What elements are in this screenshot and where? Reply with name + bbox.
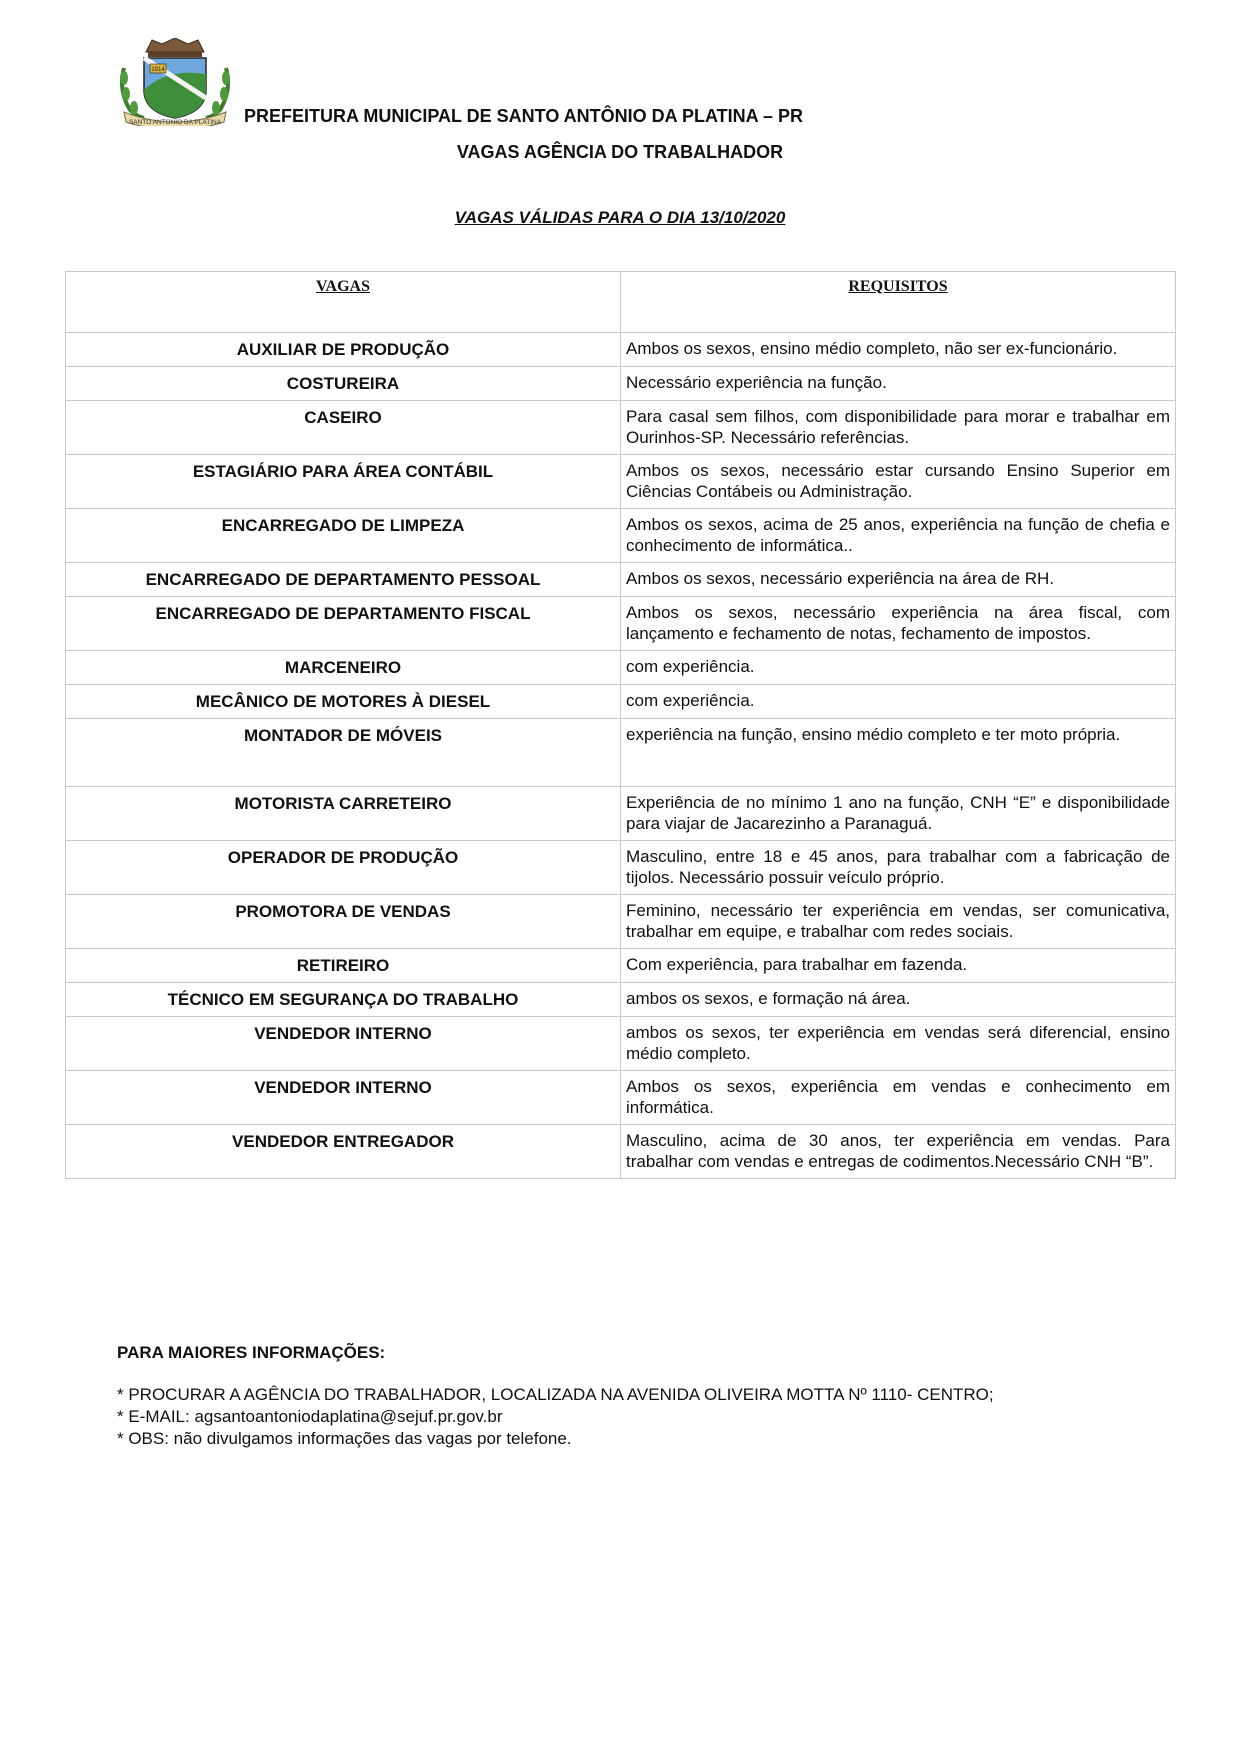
table-row <box>66 895 1176 949</box>
table-row <box>66 651 1176 685</box>
document-subtitle: VAGAS AGÊNCIA DO TRABALHADOR <box>456 142 784 162</box>
column-header-vagas: VAGAS <box>66 272 621 333</box>
more-info-heading: PARA MAIORES INFORMAÇÕES: <box>117 1343 386 1362</box>
more-info-list <box>117 1384 994 1450</box>
svg-text:1914: 1914 <box>151 67 165 73</box>
info-obs-line: * OBS: não divulgamos informações das vagas por telefone. <box>117 1429 572 1448</box>
job-requirements: Experiência de no mínimo 1 ano na função, CNH “E” e disponibilidade para viajar de Jacarezinho a Paranaguá. <box>621 787 1176 841</box>
job-title: OPERADOR DE PRODUÇÃO <box>66 841 621 895</box>
job-title: AUXILIAR DE PRODUÇÃO <box>66 333 621 367</box>
table-row <box>66 367 1176 401</box>
job-title: TÉCNICO EM SEGURANÇA DO TRABALHO <box>66 983 621 1017</box>
job-requirements: Necessário experiência na função. <box>621 367 1176 401</box>
job-title: MOTORISTA CARRETEIRO <box>66 787 621 841</box>
job-requirements: Ambos os sexos, necessário experiência na área fiscal, com lançamento e fechamento de notas, fechamento de impostos. <box>621 597 1176 651</box>
table-row <box>66 597 1176 651</box>
job-title: VENDEDOR INTERNO <box>66 1017 621 1071</box>
table-row <box>66 455 1176 509</box>
job-title: VENDEDOR ENTREGADOR <box>66 1125 621 1179</box>
table-header-row <box>66 272 1176 333</box>
job-title: MONTADOR DE MÓVEIS <box>66 719 621 787</box>
table-row <box>66 719 1176 787</box>
job-requirements: Ambos os sexos, ensino médio completo, não ser ex-funcionário. <box>621 333 1176 367</box>
validity-date-heading: VAGAS VÁLIDAS PARA O DIA 13/10/2020 <box>454 208 786 227</box>
job-title: PROMOTORA DE VENDAS <box>66 895 621 949</box>
table-row <box>66 1017 1176 1071</box>
table-row <box>66 333 1176 367</box>
info-email-line: * E-MAIL: agsantoantoniodaplatina@sejuf.pr.gov.br <box>117 1407 503 1426</box>
job-requirements: Ambos os sexos, necessário experiência na área de RH. <box>621 563 1176 597</box>
job-title: ENCARREGADO DE LIMPEZA <box>66 509 621 563</box>
job-title: VENDEDOR INTERNO <box>66 1071 621 1125</box>
job-requirements: Feminino, necessário ter experiência em vendas, ser comunicativa, trabalhar em equipe, e trabalhar com redes sociais. <box>621 895 1176 949</box>
table-row <box>66 983 1176 1017</box>
job-title: ESTAGIÁRIO PARA ÁREA CONTÁBIL <box>66 455 621 509</box>
table-row <box>66 563 1176 597</box>
job-title: CASEIRO <box>66 401 621 455</box>
job-requirements: Com experiência, para trabalhar em fazenda. <box>621 949 1176 983</box>
job-requirements: ambos os sexos, e formação ná área. <box>621 983 1176 1017</box>
table-row <box>66 841 1176 895</box>
info-address-line: * PROCURAR A AGÊNCIA DO TRABALHADOR, LOCALIZADA NA AVENIDA OLIVEIRA MOTTA Nº 1110- CENTRO; <box>117 1385 994 1404</box>
job-requirements: Masculino, entre 18 e 45 anos, para trabalhar com a fabricação de tijolos. Necessário possuir veículo próprio. <box>621 841 1176 895</box>
job-requirements: Ambos os sexos, acima de 25 anos, experiência na função de chefia e conhecimento de informática.. <box>621 509 1176 563</box>
table-row <box>66 949 1176 983</box>
job-title: MECÂNICO DE MOTORES À DIESEL <box>66 685 621 719</box>
job-requirements: Para casal sem filhos, com disponibilidade para morar e trabalhar em Ourinhos-SP. Necessário referências. <box>621 401 1176 455</box>
job-requirements: Ambos os sexos, necessário estar cursando Ensino Superior em Ciências Contábeis ou Administração. <box>621 455 1176 509</box>
document-title: PREFEITURA MUNICIPAL DE SANTO ANTÔNIO DA PLATINA – PR <box>244 106 804 126</box>
job-requirements: com experiência. <box>621 651 1176 685</box>
job-requirements: experiência na função, ensino médio completo e ter moto própria. <box>621 719 1176 787</box>
table-row <box>66 1071 1176 1125</box>
job-requirements: Ambos os sexos, experiência em vendas e conhecimento em informática. <box>621 1071 1176 1125</box>
table-row <box>66 685 1176 719</box>
job-openings-table <box>65 271 1176 1179</box>
table-row <box>66 509 1176 563</box>
job-title: ENCARREGADO DE DEPARTAMENTO FISCAL <box>66 597 621 651</box>
column-header-requisitos: REQUISITOS <box>621 272 1176 333</box>
job-requirements: Masculino, acima de 30 anos, ter experiência em vendas. Para trabalhar com vendas e entregas de codimentos.Necessário CNH “B”. <box>621 1125 1176 1179</box>
table-row <box>66 787 1176 841</box>
job-requirements: ambos os sexos, ter experiência em vendas será diferencial, ensino médio completo. <box>621 1017 1176 1071</box>
municipal-crest-logo <box>116 38 234 126</box>
job-title: COSTUREIRA <box>66 367 621 401</box>
job-title: MARCENEIRO <box>66 651 621 685</box>
job-title: RETIREIRO <box>66 949 621 983</box>
table-row <box>66 1125 1176 1179</box>
svg-text:SANTO ANTONIO DA PLATINA: SANTO ANTONIO DA PLATINA <box>128 119 222 126</box>
job-requirements: com experiência. <box>621 685 1176 719</box>
job-title: ENCARREGADO DE DEPARTAMENTO PESSOAL <box>66 563 621 597</box>
table-row <box>66 401 1176 455</box>
